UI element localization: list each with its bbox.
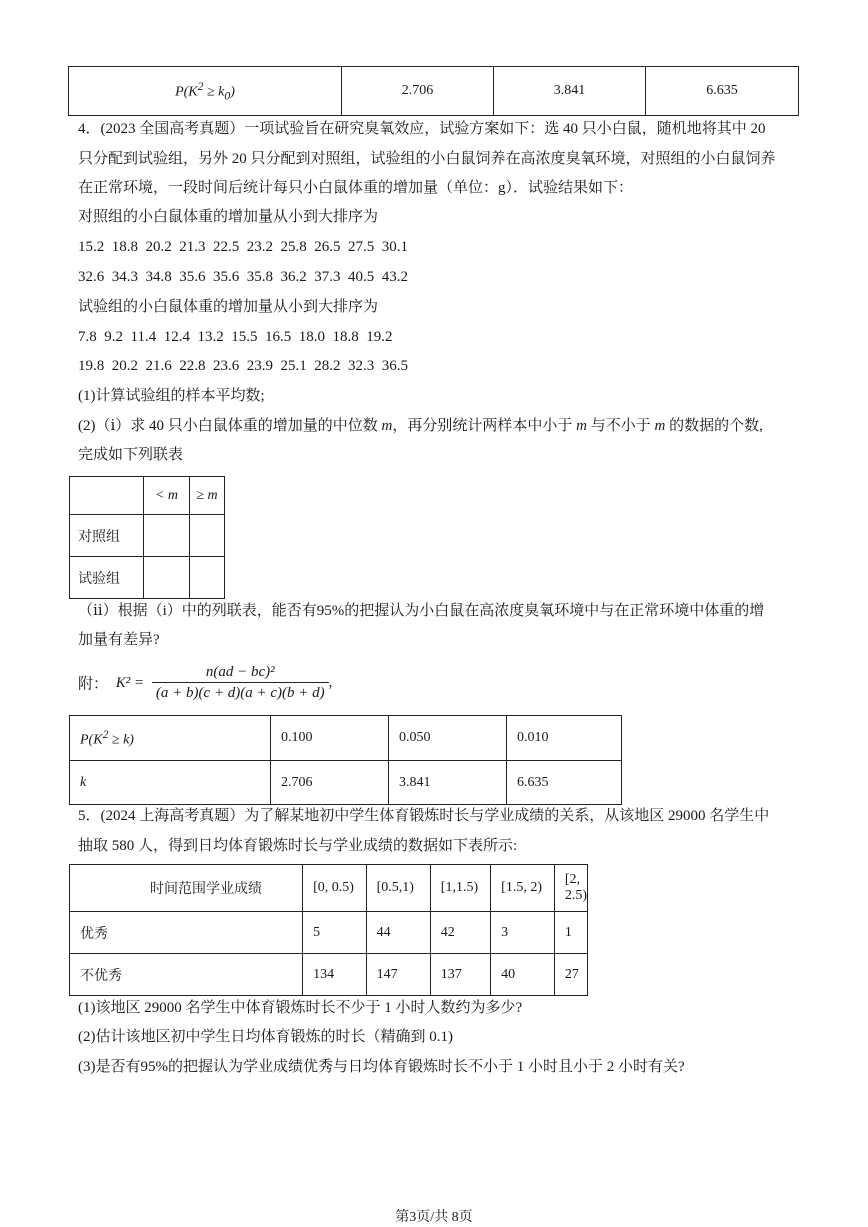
interval-header: [1.5, 2) — [491, 865, 555, 912]
table-cell: 1 — [554, 912, 587, 954]
q4-intro-line: 4．(2023 全国高考真题）一项试验旨在研究臭氧效应，试验方案如下：选 40 只小白鼠，随机地将其中 20 — [78, 121, 766, 137]
k-squared-formula: 附： K² = $\frac{\text{n(ad − bc)²}}{(a + b)(c + d)(a + c)(b + d)}$ , — [78, 664, 333, 701]
table-cell: 147 — [366, 954, 430, 996]
formula-numerator: n(ad − bc)² — [152, 664, 329, 683]
formula-denominator: (a + b)(c + d)(a + c)(b + d) — [155, 685, 325, 701]
table-cell: 137 — [430, 954, 490, 996]
contingency-cell — [190, 557, 225, 599]
table-cell: 40 — [491, 954, 555, 996]
table-cell: 5 — [303, 912, 366, 954]
control-data-row: 32.6 34.3 34.8 35.6 35.6 35.8 36.2 37.3 40.5 43.2 — [78, 269, 408, 285]
test-data-row: 7.8 9.2 11.4 12.4 13.2 15.5 16.5 18.0 18.8 19.2 — [78, 329, 393, 345]
control-data-row: 15.2 18.8 20.2 21.3 22.5 23.2 25.8 26.5 27.5 30.1 — [78, 239, 408, 255]
q5-sub3: (3)是否有95%的把握认为学业成绩优秀与日均体育锻炼时长不小于 1 小时且小于 2 小时有关? — [78, 1059, 685, 1075]
q4-sub2ii-line1: （ⅱ）根据（i）中的列联表，能否有95%的把握认为小白鼠在高浓度臭氧环境中与在正常环境中体重的增 — [78, 603, 765, 619]
q4-sub2ii-line2: 加量有差异? — [78, 632, 160, 648]
table-corner-header: 时间范围学业成绩 — [70, 865, 303, 912]
critical-value-table — [69, 715, 622, 805]
crit-cell: 0.100 — [271, 716, 389, 761]
interval-header: [1,1.5) — [430, 865, 490, 912]
row-label: 优秀 — [70, 912, 303, 954]
q4-intro-line: 在正常环境，一段时间后统计每只小白鼠体重的增加量（单位：g）．试验结果如下： — [78, 180, 634, 196]
crit-cell: 0.050 — [389, 716, 507, 761]
control-group-title: 对照组的小白鼠体重的增加量从小到大排序为 — [78, 209, 379, 225]
test-data-row: 19.8 20.2 21.6 22.8 23.6 23.9 25.1 28.2 32.3 36.5 — [78, 358, 408, 374]
table-cell: 27 — [554, 954, 587, 996]
contingency-cell — [144, 515, 190, 557]
crit-cell: 6.635 — [507, 761, 622, 805]
crit-row-label: k — [70, 761, 271, 805]
q4-sub2-line2: 完成如下列联表 — [78, 447, 184, 463]
crit-cell: 3.841 — [389, 761, 507, 805]
contingency-cell — [144, 557, 190, 599]
crit-cell: 2.706 — [271, 761, 389, 805]
table-cell: 44 — [366, 912, 430, 954]
contingency-row-label: 对照组 — [70, 515, 144, 557]
q4-sub1: (1)计算试验组的样本平均数; — [78, 388, 265, 404]
top-table-cell: 2.706 — [342, 67, 494, 116]
q5-line2: 抽取 580 人，得到日均体育锻炼时长与学业成绩的数据如下表所示: — [78, 838, 518, 854]
table-cell: 42 — [430, 912, 490, 954]
q5-line1: 5．(2024 上海高考真题）为了解某地初中学生体育锻炼时长与学业成绩的关系，从该地区 29000 名学生中 — [78, 808, 770, 824]
q4-intro-line: 只分配到试验组，另外 20 只分配到对照组，试验组的小白鼠饲养在高浓度臭氧环境，对照组的小白鼠饲养 — [78, 151, 776, 167]
top-table-cell: 3.841 — [494, 67, 646, 116]
test-group-title: 试验组的小白鼠体重的增加量从小到大排序为 — [78, 299, 379, 315]
crit-cell: 0.010 — [507, 716, 622, 761]
q5-sub1: (1)该地区 29000 名学生中体育锻炼时长不少于 1 小时人数约为多少? — [78, 1000, 523, 1016]
top-table-label: $P(K^2 \ge k_0)$ — [69, 67, 342, 116]
interval-header: [0.5,1) — [366, 865, 430, 912]
contingency-row-label: 试验组 — [70, 557, 144, 599]
top-table-cell: 6.635 — [646, 67, 799, 116]
contingency-table — [69, 476, 225, 599]
page-footer: 第3页/共 8页 — [395, 1210, 473, 1225]
exercise-grade-table — [69, 864, 588, 996]
interval-header: [0, 0.5) — [303, 865, 366, 912]
contingency-cell — [190, 515, 225, 557]
contingency-corner — [70, 477, 144, 515]
crit-row-label: $P(K^2 \ge k)$ — [70, 716, 271, 761]
top-critical-table — [68, 66, 799, 116]
q5-sub2: (2)估计该地区初中学生日均体育锻炼的时长（精确到 0.1) — [78, 1029, 453, 1045]
table-cell: 134 — [303, 954, 366, 996]
table-cell: 3 — [491, 912, 555, 954]
interval-header: [2, 2.5) — [554, 865, 587, 912]
contingency-header: < m — [144, 477, 190, 515]
q4-sub2-line1: (2)（ⅰ）求 40 只小白鼠体重的增加量的中位数 m，再分别统计两样本中小于 m 与不小于 m 的数据的个数, — [78, 418, 763, 434]
contingency-header: ≥ m — [190, 477, 225, 515]
row-label: 不优秀 — [70, 954, 303, 996]
